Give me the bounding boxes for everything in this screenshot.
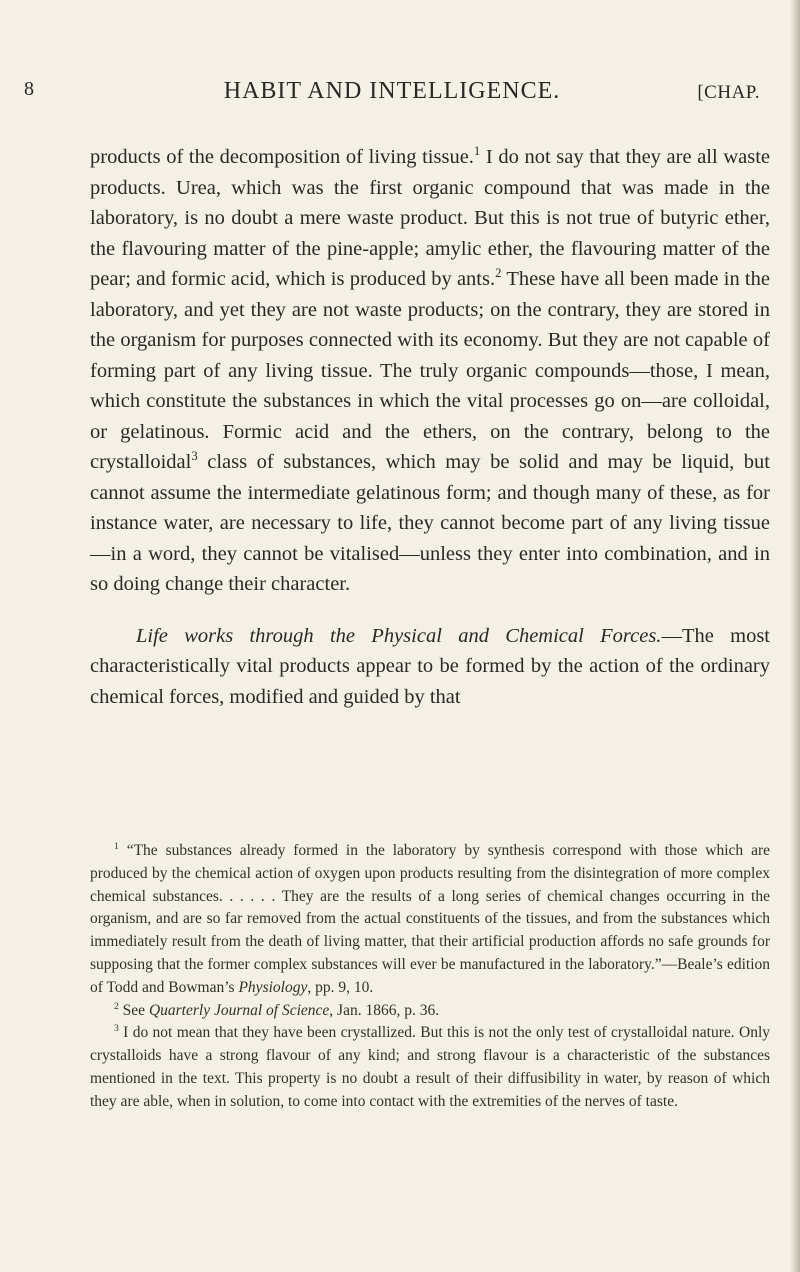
paragraph-2-text: —The most characteristically vital products appear to be formed by the action of the ordinary chemical forces, modified and guided by that: [90, 624, 770, 708]
footnote-1-book: Physiology: [238, 978, 308, 996]
footnote-2-journal: Quarterly Journal of Science: [148, 1001, 330, 1019]
footnote-ref-2: 2: [495, 266, 502, 281]
footnote-1: [90, 840, 770, 1000]
footnote-3-text: I do not mean that they have been crystallized. But this is not the only test of crystalloidal nature. Only crystalloids have a strong flavour of any kind; and strong flavour is a characteristic of the substances mentioned in the text. This property is no doubt a result of their diffusibility in water, by reason of which they are able, when in solution, to come into contact with the extremities of the nerves of taste.: [90, 1024, 770, 1110]
footnote-2: [90, 1000, 770, 1023]
section-heading: Life works through the Physical and Chemical Forces.: [136, 624, 662, 647]
running-title: HABIT AND INTELLIGENCE.: [223, 78, 561, 104]
main-text: [90, 142, 770, 712]
footnote-1-number: 1: [114, 840, 119, 852]
paragraph-2: [90, 621, 770, 713]
footnote-2-number: 2: [114, 1000, 119, 1012]
footnote-ref-3: 3: [191, 449, 198, 464]
footnote-3: [90, 1022, 770, 1113]
footnotes: [90, 840, 770, 1114]
chapter-mark: [CHAP.: [697, 82, 760, 103]
footnote-ref-1: 1: [473, 144, 481, 159]
page-header: [24, 78, 760, 112]
paragraph-1: [90, 142, 770, 600]
footnote-1-text: “The substances already formed in the laboratory by synthesis correspond with those which are produced by the chemical action of oxygen upon products resulting from the disintegration of more complex chemical substances. . . . . . They are the results of a long series of chemical changes occurring in the organism, and are so far removed from the actual constituents of the tissues, and from the substances which immediately result from the death of living matter, that their artificial production affords no safe grounds for supposing that the former complex substances will ever be manufactured in the laboratory.”—Beale’s edition of Todd and Bowman’s: [90, 842, 770, 996]
footnote-2-pre: See: [118, 1001, 149, 1019]
page-edge-shadow: [790, 0, 800, 1272]
paragraph-1-text-b: I do not say that they are all waste products. Urea, which was the first organic compound that was made in the laboratory, is no doubt a mere waste product. But this is not true of butyric ether, the flavouring matter of the pine-apple; amylic ether, the flavouring matter of the pear; and formic acid, which is produced by ants.: [90, 146, 770, 290]
paragraph-1-text-a: products of the decomposition of living tissue.: [90, 146, 474, 168]
footnote-2-post: , Jan. 1866, p. 36.: [329, 1001, 440, 1019]
paragraph-1-text-d: class of substances, which may be solid and may be liquid, but cannot assume the intermediate gelatinous form; and though many of these, as for instance water, are necessary to life, they cannot become part of any living tissue—in a word, they cannot be vitalised—unless they enter into combination, and in so doing change their character.: [90, 451, 770, 595]
footnote-1-pages: , pp. 9, 10.: [307, 978, 374, 996]
paragraph-1-text-c: These have all been made in the laboratory, and yet they are not waste products; on the contrary, they are stored in the organism for purposes connected with its economy. But they are not capable of forming part of any living tissue. The truly organic compounds—those, I mean, which constitute the substances in which the vital processes go on—are colloidal, or gelatinous. Formic acid and the ethers, on the contrary, belong to the crystalloidal: [90, 268, 770, 473]
page-number: 8: [24, 78, 34, 100]
footnote-3-number: 3: [114, 1023, 119, 1035]
